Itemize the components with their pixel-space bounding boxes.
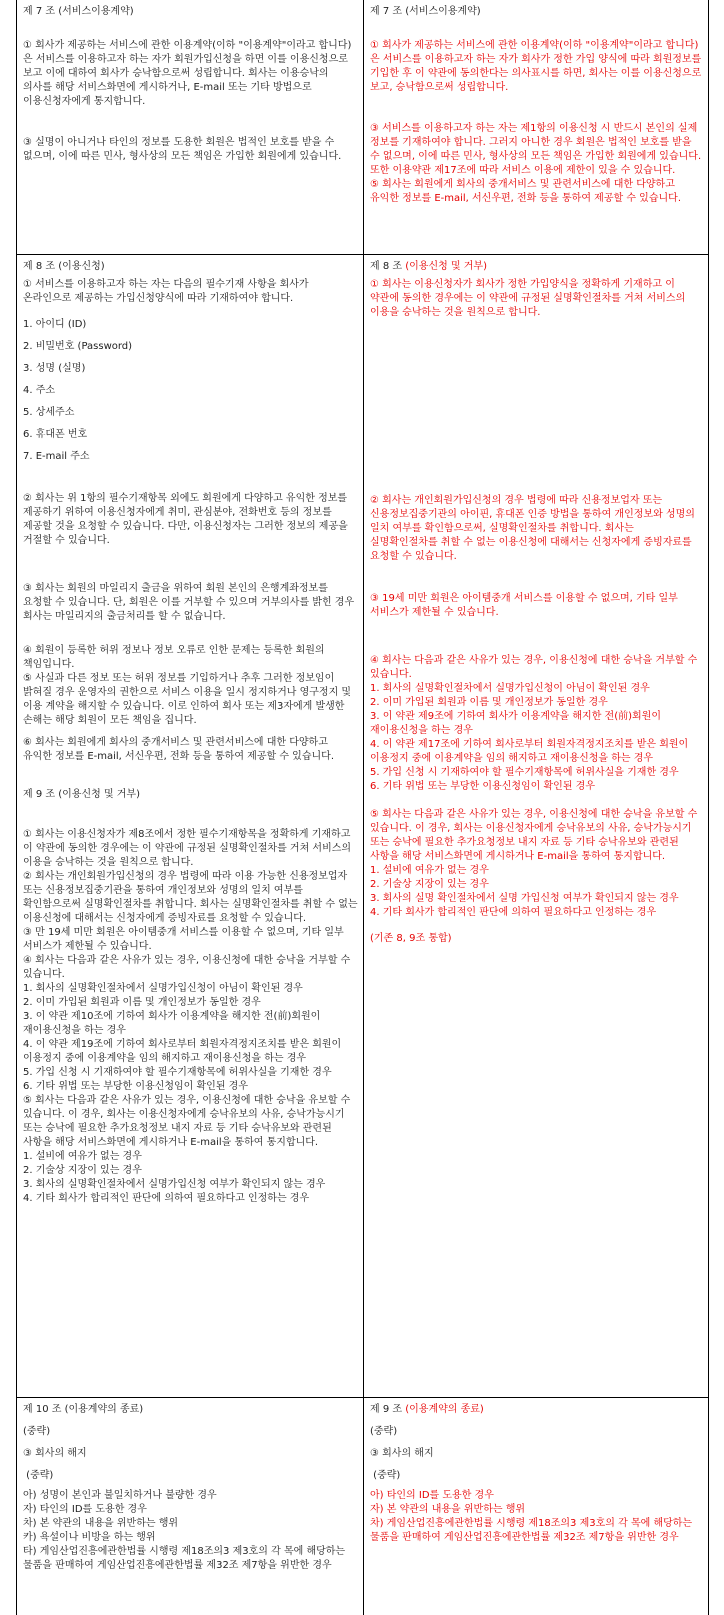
clause-text-revised: ① 회사는 이용신청자가 회사가 정한 가입양식을 정확하게 기재하고 이 약관에 동의한 경우에는 이 약관에 규정된 실명확인절차를 거쳐 서비스의 이용을 승낙하는 것을 원칙으로 합니다. bbox=[370, 279, 686, 318]
table-border-right bbox=[708, 0, 709, 1615]
omitted-note: (중략) bbox=[23, 1470, 54, 1481]
list-item-revised: 4. 기타 회사가 합리적인 판단에 의하여 필요하다고 인정하는 경우 bbox=[370, 907, 657, 918]
list-item: 1. 회사의 실명확인절차에서 실명가입신청이 아님이 확인된 경우 bbox=[23, 983, 303, 994]
list-item: 1. 설비에 여유가 없는 경우 bbox=[23, 1151, 142, 1162]
clause-text-revised: ⑤ 회사는 회원에게 회사의 중개서비스 및 관련서비스에 대한 다양하고 유익한 정보를 E-mail, 서신우편, 전화 등을 통하여 제공할 수 있습니다. bbox=[370, 179, 681, 204]
article-heading bbox=[370, 260, 703, 274]
clause-text: ② 회사는 위 1항의 필수기재항목 외에도 회원에게 다양하고 유익한 정보를 제공하기 위하여 이용신청자에게 취미, 관심분야, 전화번호 등의 정보를 제공할 것을 요청할 수 있습니다. 다만, 이용신청자는 그러한 정보의 제공을 거절할 수 있습니다. bbox=[23, 493, 348, 546]
clause-text: ④ 회사는 다음과 같은 사유가 있는 경우, 이용신청에 대한 승낙을 거부할 수 있습니다. bbox=[23, 955, 351, 980]
clause-text-revised: ⑤ 회사는 다음과 같은 사유가 있는 경우, 이용신청에 대한 승낙을 유보할 수 있습니다. 이 경우, 회사는 이용신청자에게 승낙유보의 사유, 승낙가능시기 또는 승낙에 필요한 추가요청정보 내지 자료 등 기타 승낙유보와 관련된 사항을 해당 서비스화면에 게시하거나 E-mail을 통하여 통지합니다. bbox=[370, 809, 698, 862]
row1-right-cell bbox=[364, 0, 708, 254]
omitted-note: (중략) bbox=[370, 1470, 401, 1481]
list-item-revised: 3. 이 약관 제9조에 기하여 회사가 이용계약을 해지한 전(前)회원이 재이용신청을 하는 경우 bbox=[370, 711, 661, 736]
list-item: 타) 게임산업진흥에관한법률 시행령 제18조의3 제3호의 각 목에 해당하는 물품을 판매하여 게임산업진흥에관한법률 제32조 제7항을 위반한 경우 bbox=[23, 1546, 346, 1571]
list-item: 3. 이 약관 제10조에 기하여 회사가 이용계약을 해지한 전(前)회원이 재이용신청을 하는 경우 bbox=[23, 1011, 321, 1036]
list-item-revised: 5. 가입 신청 시 기재하여야 할 필수기재항목에 허위사실을 기재한 경우 bbox=[370, 767, 679, 778]
clause-text: ④ 회원이 등록한 허위 정보나 정보 오류로 인한 문제는 등록한 회원의 책임입니다. bbox=[23, 645, 325, 670]
article-heading: 제 7 조 (서비스이용계약) bbox=[370, 6, 481, 17]
clause-text: ⑤ 회사는 다음과 같은 사유가 있는 경우, 이용신청에 대한 승낙을 유보할 수 있습니다. 이 경우, 회사는 이용신청자에게 승낙유보의 사유, 승낙가능시기 또는 승낙에 필요한 추가요청정보 내지 자료 등 기타 승낙유보와 관련된 사항을 해당 서비스화면에 게시하거나 E-mail을 통하여 통지합니다. bbox=[23, 1095, 351, 1148]
list-item: 3. 성명 (실명) bbox=[23, 363, 86, 374]
list-item: 4. 기타 회사가 합리적인 판단에 의하여 필요하다고 인정하는 경우 bbox=[23, 1193, 310, 1204]
clause-text-revised: ① 회사가 제공하는 서비스에 관한 이용계약(이하 "이용계약"이라고 합니다)은 서비스를 이용하고자 하는 자가 회사가 정한 가입 양식에 따라 회원정보를 기입한 후 이 약관에 동의한다는 의사표시를 하면, 회사는 이를 이용신청으로 보고, 승낙함으로써 성립합니다. bbox=[370, 40, 702, 93]
row2-left-cell bbox=[17, 255, 363, 1397]
clause-text-revised: ③ 19세 미만 회원은 아이템중개 서비스를 이용할 수 없으며, 기타 일부 서비스가 제한될 수 있습니다. bbox=[370, 593, 678, 618]
row2-right-cell bbox=[364, 255, 708, 1397]
list-item-revised: 3. 회사의 실명 확인절차에서 실명 가입신청 여부가 확인되지 않는 경우 bbox=[370, 893, 679, 904]
list-item-revised: 자) 본 약관의 내용을 위반하는 행위 bbox=[370, 1504, 526, 1515]
list-item-revised: 2. 이미 가입된 회원과 이름 및 개인정보가 동일한 경우 bbox=[370, 697, 608, 708]
article-title-revised: (이용계약의 종료) bbox=[405, 1404, 484, 1415]
article-heading: 제 9 조 (이용신청 및 거부) bbox=[23, 789, 140, 800]
list-item: 6. 휴대폰 번호 bbox=[23, 429, 88, 440]
list-item-revised: 차) 게임산업진흥에관한법률 시행령 제18조의3 제3호의 각 목에 해당하는 물품을 판매하여 게임산업진흥에관한법률 제32조 제7항을 위반한 경우 bbox=[370, 1518, 693, 1543]
clause-text: ② 회사는 개인회원가입신청의 경우 법령에 따라 이용 가능한 신용정보업자 또는 신용정보집중기관을 통하여 개인정보와 성명의 일치 여부를 확인함으로써 실명확인절차를 취합니다. 회사는 실명확인절차를 취할 수 없는 이용신청에 대해서는 신청자에게 증빙자료를 요청할 수 있습니다. bbox=[23, 871, 358, 924]
article-number: 제 9 조 bbox=[370, 1404, 406, 1415]
row3-left-cell bbox=[17, 1398, 363, 1615]
article-number: 제 8 조 bbox=[370, 261, 406, 272]
clause-text: ③ 회사의 해지 bbox=[370, 1448, 434, 1459]
list-item: 자) 타인의 ID를 도용한 경우 bbox=[23, 1504, 147, 1515]
row1-left-cell bbox=[17, 0, 363, 254]
clause-text: ③ 실명이 아니거나 타인의 정보를 도용한 회원은 법적인 보호를 받을 수 없으며, 이에 따른 민사, 형사상의 모든 책임은 가입한 회원에게 있습니다. bbox=[23, 137, 342, 162]
list-item-revised: 4. 이 약관 제17조에 기하여 회사로부터 회원자격정지조치를 받은 회원이 이용정지 중에 이용계약을 임의 해지하고 재이용신청을 하는 경우 bbox=[370, 739, 689, 764]
clause-text: ⑥ 회사는 회원에게 회사의 중개서비스 및 관련서비스에 대한 다양하고 유익한 정보를 E-mail, 서신우편, 전화 등을 통하여 제공할 수 있습니다. bbox=[23, 737, 334, 762]
clause-text: ⑤ 사실과 다른 정보 또는 허위 정보를 기입하거나 추후 그러한 정보임이 밝혀질 경우 운영자의 권한으로 서비스 이용을 일시 정지하거나 영구정지 및 이용 계약을 해지할 수 있습니다. 이로 인하여 회사 또는 제3자에게 발생한 손해는 해당 회원이 모든 책임을 집니다. bbox=[23, 673, 352, 726]
clause-text: ③ 만 19세 미만 회원은 아이템중개 서비스를 이용할 수 없으며, 기타 일부 서비스가 제한될 수 있습니다. bbox=[23, 927, 344, 952]
article-heading: 제 7 조 (서비스이용계약) bbox=[23, 6, 134, 17]
list-item: 2. 이미 가입된 회원과 이름 및 개인정보가 동일한 경우 bbox=[23, 997, 261, 1008]
article-heading bbox=[370, 1403, 703, 1417]
article-heading: 제 10 조 (이용계약의 종료) bbox=[23, 1404, 144, 1415]
list-item: 2. 기술상 지장이 있는 경우 bbox=[23, 1165, 142, 1176]
list-item-revised: 아) 타인의 ID를 도용한 경우 bbox=[370, 1490, 494, 1501]
clause-text: ① 회사가 제공하는 서비스에 관한 이용계약(이하 "이용계약"이라고 합니다)은 서비스를 이용하고자 하는 자가 회원가입신청을 하면 이를 이용신청으로 보고 이에 대하여 회사가 승낙함으로써 성립합니다. 회사는 이용승낙의 의사를 해당 서비스화면에 게시하거나, E-mail 또는 기타 방법으로 이용신청자에게 통지합니다. bbox=[23, 40, 352, 107]
list-item-revised: 1. 설비에 여유가 없는 경우 bbox=[370, 865, 489, 876]
clause-text-revised: ④ 회사는 다음과 같은 사유가 있는 경우, 이용신청에 대한 승낙을 거부할 수 있습니다. bbox=[370, 655, 698, 680]
list-item-revised: 6. 기타 위법 또는 부당한 이용신청임이 확인된 경우 bbox=[370, 781, 595, 792]
list-item: 2. 비밀번호 (Password) bbox=[23, 341, 133, 352]
omitted-note: (중략) bbox=[370, 1426, 398, 1437]
list-item: 7. E-mail 주소 bbox=[23, 451, 90, 462]
list-item: 6. 기타 위법 또는 부당한 이용신청임이 확인된 경우 bbox=[23, 1081, 248, 1092]
clause-text: ③ 회사의 해지 bbox=[23, 1448, 87, 1459]
list-item: 5. 상세주소 bbox=[23, 407, 75, 418]
merge-note: (기존 8, 9조 통합) bbox=[370, 933, 452, 944]
list-item: 4. 이 약관 제19조에 기하여 회사로부터 회원자격정지조치를 받은 회원이 이용정지 중에 이용계약을 임의 해지하고 재이용신청을 하는 경우 bbox=[23, 1039, 342, 1064]
list-item-revised: 1. 회사의 실명확인절차에서 실명가입신청이 아님이 확인된 경우 bbox=[370, 683, 650, 694]
list-item: 4. 주소 bbox=[23, 385, 56, 396]
clause-text: ③ 회사는 회원의 마일리지 출금을 위하여 회원 본인의 은행계좌정보를 요청할 수 있습니다. 단, 회원은 이를 거부할 수 있으며 거부의사를 밝힌 경우 회사는 마일리지의 출금처리를 할 수 없습니다. bbox=[23, 583, 355, 622]
list-item-revised: 2. 기술상 지장이 있는 경우 bbox=[370, 879, 489, 890]
list-item: 아) 성명이 본인과 불일치하거나 불량한 경우 bbox=[23, 1490, 217, 1501]
list-item: 1. 아이디 (ID) bbox=[23, 319, 87, 330]
list-item: 카) 욕설이나 비방을 하는 행위 bbox=[23, 1532, 156, 1543]
clause-text: ① 회사는 이용신청자가 제8조에서 정한 필수기재항목을 정확하게 기재하고 이 약관에 동의한 경우에는 이 약관에 규정된 실명확인절차를 거쳐 서비스의 이용을 승낙하는 것을 원칙으로 합니다. bbox=[23, 829, 352, 868]
clause-text-revised: ② 회사는 개인회원가입신청의 경우 법령에 따라 신용정보업자 또는 신용정보집중기관의 아이핀, 휴대폰 인증 방법을 통하여 개인정보와 성명의 일치 여부를 확인함으로써, 실명확인절차를 취합니다. 회사는 실명확인절차를 취할 수 없는 이용신청에 대해서는 신청자에게 증빙자료를 요청할 수 있습니다. bbox=[370, 495, 695, 562]
clause-text-revised: ③ 서비스를 이용하고자 하는 자는 제1항의 이용신청 시 반드시 본인의 실제 정보를 기재하여야 합니다. 그러지 아니한 경우 회원은 법적인 보호를 받을 수 없으며, 이에 따른 민사, 형사상의 모든 책임은 가입한 회원에게 있습니다. 또한 이용약관 제17조에 따라 서비스 이용에 제한이 있을 수 있습니다. bbox=[370, 123, 702, 176]
row3-right-cell bbox=[364, 1398, 708, 1615]
article-title-revised: (이용신청 및 거부) bbox=[405, 261, 487, 272]
list-item: 5. 가입 신청 시 기재하여야 할 필수기재항목에 허위사실을 기재한 경우 bbox=[23, 1067, 332, 1078]
list-item: 3. 회사의 실명확인절차에서 실명가입신청 여부가 확인되지 않는 경우 bbox=[23, 1179, 326, 1190]
article-heading: 제 8 조 (이용신청) bbox=[23, 261, 105, 272]
clause-text: ① 서비스를 이용하고자 하는 자는 다음의 필수기재 사항을 회사가 온라인으로 제공하는 가입신청양식에 따라 기재하여야 합니다. bbox=[23, 279, 309, 304]
list-item: 차) 본 약관의 내용을 위반하는 행위 bbox=[23, 1518, 179, 1529]
omitted-note: (중략) bbox=[23, 1426, 51, 1437]
